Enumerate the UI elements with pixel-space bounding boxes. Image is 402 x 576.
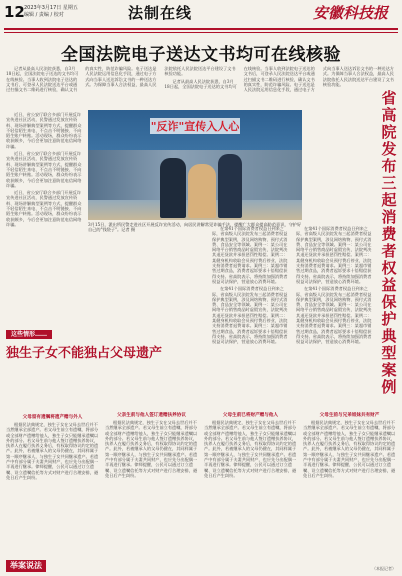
right-article-text-repeat-3: 在第41个国际消费者权益日到来之际，省高级人民法院发布三起消费者权益保护典型案例，涉及网络购物、预付式消费、食品安全等领域。案例一：某公司在网络平台销售商品时虚假宣传，法院判决其退还货款并承担惩罚性赔偿。案例二：某健身机构收取会员预付费后停业，法院支持消费者退费请求。案例三：某超市销售过期食品，消费者起诉要求十倍赔偿获得支持。省高院表示，将持续加强消费者权益司法保护，营造放心消费环境。 bbox=[296, 286, 372, 345]
case-heading: 父母留有遗嘱将遗产赠与外人 bbox=[22, 415, 83, 420]
left-column-text: 近日，省公安厅联合多部门开展反诈宣传进社区活动，民警通过发放宣传资料、现场讲解典型案例等方式，提醒群众不轻信陌生来电、不点击不明链接、不向陌生账户转账。活动现场，群众纷纷表示收获颇多，今后会更加注意防范电信网络诈骗。 bbox=[6, 112, 82, 149]
case-heading: 父母生前与兄弟姐妹共有财产 bbox=[319, 413, 380, 418]
byline: （本报记者） bbox=[372, 566, 396, 571]
photo-caption: 3月15日，派出所民警走进社区开展反诈宣传活动，向居民讲解常见诈骗手法，提醒广大群众提高防范意识，守护好自己的"钱袋子"。记者 摄 bbox=[88, 222, 302, 233]
left-column-text-repeat-2: 近日，省公安厅联合多部门开展反诈宣传进社区活动，民警通过发放宣传资料、现场讲解典型案例等方式，提醒群众不轻信陌生来电、不点击不明链接、不向陌生账户转账。活动现场，群众纷纷表示收获颇多，今后会更加注意防范电信网络诈骗。 bbox=[6, 190, 82, 227]
case-heading: 父母生前已将财产赠与他人 bbox=[222, 413, 279, 418]
page-number: 12 bbox=[4, 3, 25, 21]
main-headline: 全国法院电子送达文书均可在线核验 bbox=[61, 45, 341, 65]
photo-banner: "反诈"宣传入人心 bbox=[150, 120, 240, 133]
masthead-rule bbox=[4, 28, 398, 30]
lede-paragraph-repeat: 记者从最高人民法院获悉，自3月18日起，全国法院电子送达的文书均可在线核验。当事人收到法院电子送达的文书后，可登录人民法院送达平台或通过扫描文书二维码进行核验，确认文书的真实性，防范诈骗风险。电子送达是人民法院运用信息化手段，通过电子方式向当事人送达诉讼文书的一种送达方式。为保障当事人合法权益，最高人民法院依托人民法院送达平台建设了文书核验功能。 bbox=[164, 66, 394, 93]
case-heading: 父亲生前与他人签订遗赠扶养协议 bbox=[117, 413, 186, 418]
paper-logo: 安徽科技报 bbox=[312, 4, 388, 22]
right-article-text-repeat-2: 在第41个国际消费者权益日到来之际，省高级人民法院发布三起消费者权益保护典型案例，涉及网络购物、预付式消费、食品安全等领域。案例一：某公司在网络平台销售商品时虚假宣传，法院判决其退还货款并承担惩罚性赔偿。案例二：某健身机构收取会员预付费后停业，法院支持消费者退费请求。案例三：某超市销售过期食品，消费者起诉要求十倍赔偿获得支持。省高院表示，将持续加强消费者权益司法保护，营造放心消费环境。 bbox=[296, 226, 372, 284]
right-article-text-repeat: 在第41个国际消费者权益日到来之际，省高级人民法院发布三起消费者权益保护典型案例，涉及网络购物、预付式消费、食品安全等领域。案例一：某公司在网络平台销售商品时虚假宣传，法院判决其退还货款并承担惩罚性赔偿。案例二：某健身机构收取会员预付费后停业，法院支持消费者退费请求。案例三：某超市销售过期食品，消费者起诉要求十倍赔偿获得支持。省高院表示，将持续加强消费者权益司法保护，营造放心消费环境。 bbox=[212, 286, 288, 345]
vertical-headline: 省高院发布三起消费者权益保护典型案例 bbox=[381, 89, 397, 396]
right-article-text: 在第41个国际消费者权益日到来之际，省高级人民法院发布三起消费者权益保护典型案例，涉及网络购物、预付式消费、食品安全等领域。案例一：某公司在网络平台销售商品时虚假宣传，法院判决其退还货款并承担惩罚性赔偿。案例二：某健身机构收取会员预付费后停业，法院支持消费者退费请求。案例三：某超市销售过期食品，消费者起诉要求十倍赔偿获得支持。省高院表示，将持续加强消费者权益司法保护，营造放心消费环境。 bbox=[212, 226, 288, 284]
inheritance-article bbox=[6, 412, 396, 562]
case-text: 根据民法典规定，独生子女在父母去世后并不当然继承全部遗产。若父母生前立有遗嘱，将部分或全部财产遗赠给他人，独生子女只能继承遗嘱以外的部分。若父母生前与他人签订遗赠扶养协议，扶养人在履行扶养义务后，有权取得协议约定的遗产。此外，若被继承人的父母仍健在，其同样属于第一顺序继承人，与独生子女共同继承遗产。若遗产中有部分属于夫妻共同财产，也应先分出配偶一半再进行继承。律师提醒，公民可以通过订立遗嘱、设立遗嘱信托等方式对财产进行合理安排，避免日后产生纠纷。 bbox=[105, 420, 198, 478]
lede-paragraph: 记者从最高人民法院获悉，自3月18日起，全国法院电子送达的文书均可在线核验。当事人收到法院电子送达的文书后，可登录人民法院送达平台或通过扫描文书二维码进行核验，确认文书的真实性，防范诈骗风险。电子送达是人民法院运用信息化手段，通过电子方式向当事人送达诉讼文书的一种送达方式。为保障当事人合法权益，最高人民法院依托人民法院送达平台建设了文书核验功能。 bbox=[6, 66, 236, 93]
column-badge: 举案说法 bbox=[6, 560, 46, 572]
section-tag: 这些情形…… bbox=[6, 330, 52, 339]
photo-officer bbox=[160, 158, 186, 218]
left-column-text-repeat: 近日，省公安厅联合多部门开展反诈宣传进社区活动，民警通过发放宣传资料、现场讲解典型案例等方式，提醒群众不轻信陌生来电、不点击不明链接、不向陌生账户转账。活动现场，群众纷纷表示收获颇多，今后会更加注意防范电信网络诈骗。 bbox=[6, 151, 82, 188]
case-text: 根据民法典规定，独生子女在父母去世后并不当然继承全部遗产。若父母生前立有遗嘱，将部分或全部财产遗赠给他人，独生子女只能继承遗嘱以外的部分。若父母生前与他人签订遗赠扶养协议，扶养人在履行扶养义务后，有权取得协议约定的遗产。此外，若被继承人的父母仍健在，其同样属于第一顺序继承人，与独生子女共同继承遗产。若遗产中有部分属于夫妻共同财产，也应先分出配偶一半再进行继承。律师提醒，公民可以通过订立遗嘱、设立遗嘱信托等方式对财产进行合理安排，避免日后产生纠纷。 bbox=[204, 420, 297, 478]
photo-officer-2 bbox=[218, 154, 242, 218]
news-photo bbox=[88, 110, 302, 220]
lede-article bbox=[6, 66, 396, 110]
article-subhead: 独生子女不能独占父母遗产 bbox=[6, 346, 163, 361]
section-title: 法制在线 bbox=[128, 4, 193, 22]
left-column-article bbox=[6, 112, 84, 322]
masthead bbox=[0, 0, 402, 38]
issue-date: 2023年3月17日 星期五 bbox=[24, 5, 78, 11]
masthead-rule-thin bbox=[4, 32, 398, 33]
case-text: 根据民法典规定，独生子女在父母去世后并不当然继承全部遗产。若父母生前立有遗嘱，将部分或全部财产遗赠给他人，独生子女只能继承遗嘱以外的部分。若父母生前与他人签订遗赠扶养协议，扶养人在履行扶养义务后，有权取得协议约定的遗产。此外，若被继承人的父母仍健在，其同样属于第一顺序继承人，与独生子女共同继承遗产。若遗产中有部分属于夫妻共同财产，也应先分出配偶一半再进行继承。律师提醒，公民可以通过订立遗嘱、设立遗嘱信托等方式对财产进行合理安排，避免日后产生纠纷。 bbox=[6, 422, 99, 480]
photo-resident bbox=[188, 164, 216, 218]
editors-line: 编辑 / 责编 / 校对 bbox=[24, 12, 64, 18]
case-text: 根据民法典规定，独生子女在父母去世后并不当然继承全部遗产。若父母生前立有遗嘱，将部分或全部财产遗赠给他人，独生子女只能继承遗嘱以外的部分。若父母生前与他人签订遗赠扶养协议，扶养人在履行扶养义务后，有权取得协议约定的遗产。此外，若被继承人的父母仍健在，其同样属于第一顺序继承人，与独生子女共同继承遗产。若遗产中有部分属于夫妻共同财产，也应先分出配偶一半再进行继承。律师提醒，公民可以通过订立遗嘱、设立遗嘱信托等方式对财产进行合理安排，避免日后产生纠纷。 bbox=[303, 420, 396, 478]
